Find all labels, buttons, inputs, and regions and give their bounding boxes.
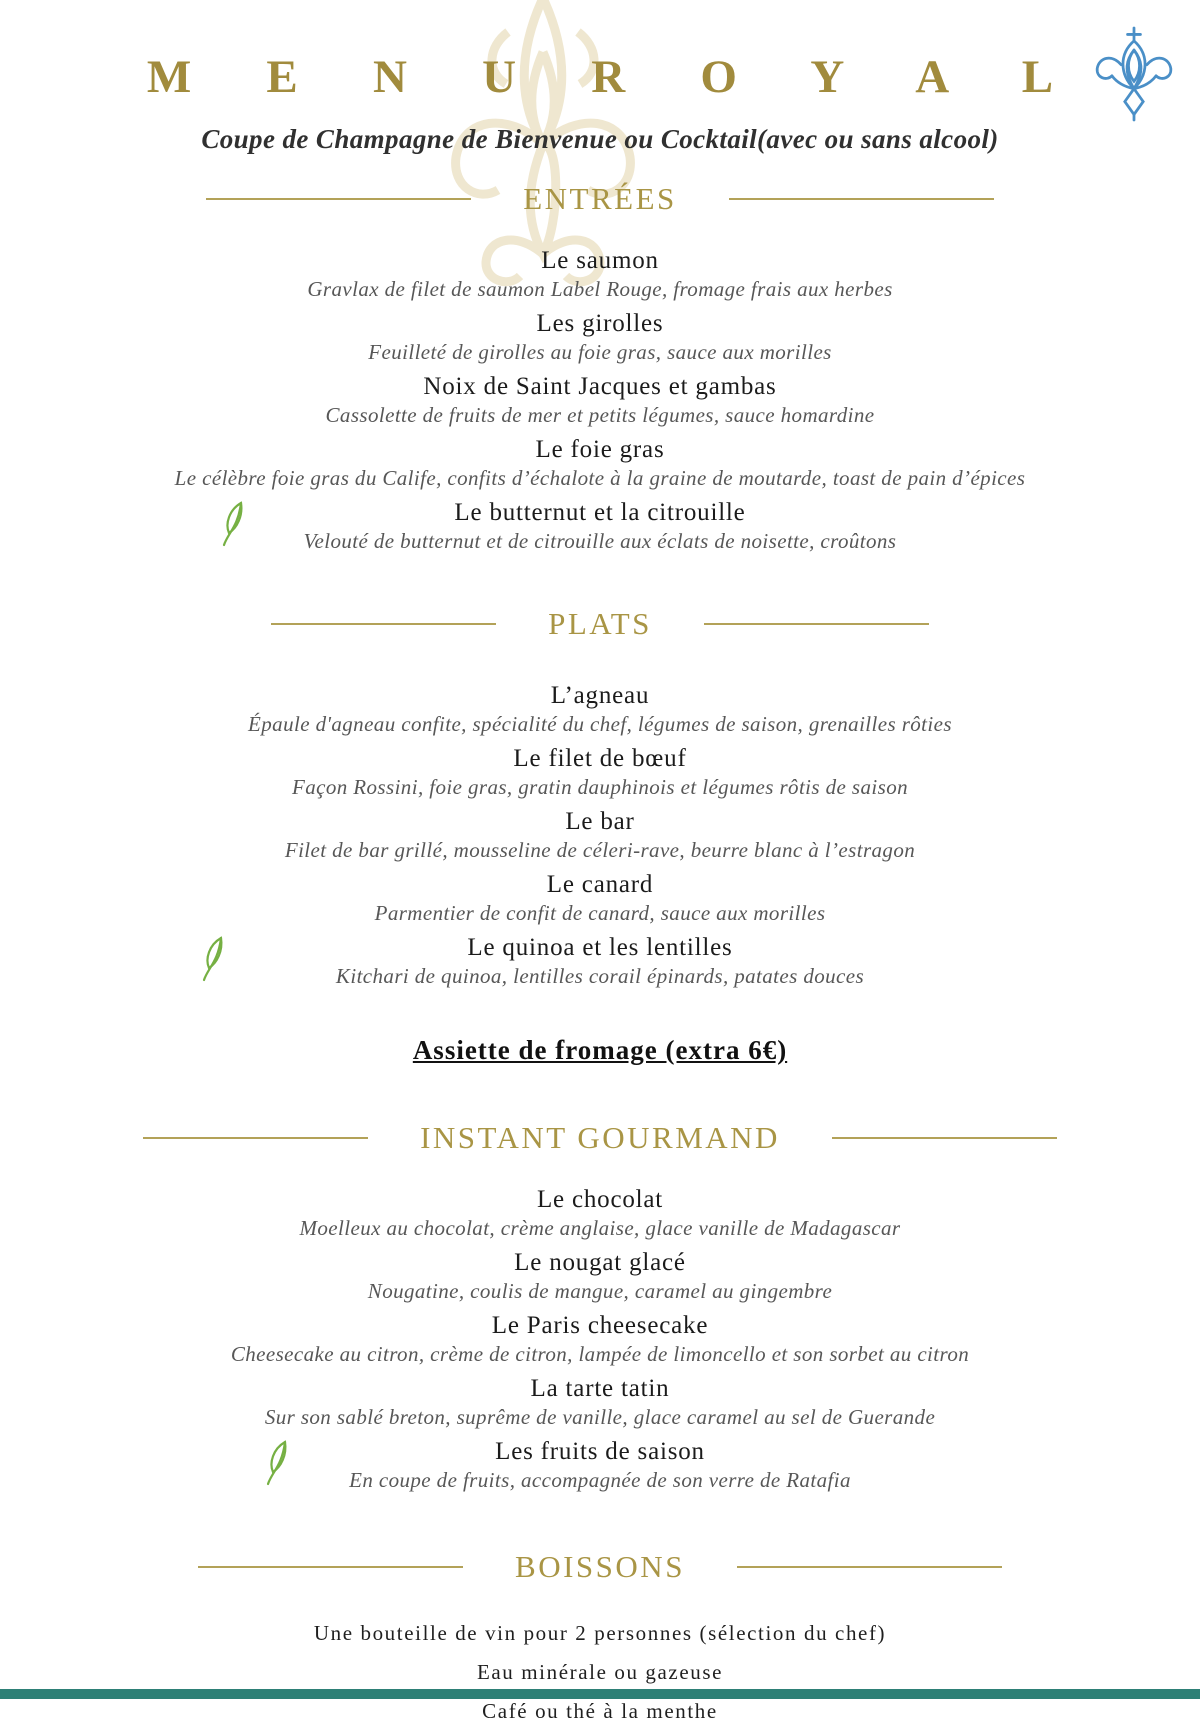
dish-name-text: Le bar bbox=[565, 808, 635, 835]
boissons-list bbox=[0, 1621, 1200, 1724]
dish-description: Parmentier de confit de canard, sauce aux morilles bbox=[374, 901, 826, 925]
dish-name bbox=[0, 1312, 1200, 1340]
gold-rule-right bbox=[704, 623, 929, 625]
dish-description: Kitchari de quinoa, lentilles corail épinards, patates douces bbox=[335, 964, 865, 988]
menu-item bbox=[0, 1312, 1200, 1367]
dish-name-text: La tarte tatin bbox=[530, 1375, 670, 1402]
dish-description: Velouté de butternut et de citrouille aux éclats de noisette, croûtons bbox=[303, 529, 897, 553]
dish-description: Le célèbre foie gras du Calife, confits d’échalote à la graine de moutarde, toast de pain d’épices bbox=[174, 466, 1026, 490]
dish-description: Sur son sablé breton, suprême de vanille, glace caramel au sel de Guerande bbox=[264, 1405, 936, 1429]
gold-rule-right bbox=[832, 1137, 1057, 1139]
dish-description: Cheesecake au citron, crème de citron, lampée de limoncello et son sorbet au citron bbox=[230, 1342, 970, 1366]
dish-description: Feuilleté de girolles au foie gras, sauce aux morilles bbox=[368, 340, 832, 364]
menu-item bbox=[0, 745, 1200, 800]
section-title: ENTRÉES bbox=[523, 181, 677, 216]
menu-item bbox=[0, 808, 1200, 863]
dish-name bbox=[0, 436, 1200, 464]
dish-name bbox=[0, 1375, 1200, 1403]
dish-name-text: Les girolles bbox=[536, 310, 664, 337]
menu-item bbox=[0, 934, 1200, 989]
menu-item bbox=[0, 310, 1200, 365]
dish-name bbox=[0, 682, 1200, 710]
menu-item bbox=[0, 1375, 1200, 1430]
menu-item bbox=[0, 1438, 1200, 1493]
section-heading-plats bbox=[0, 606, 1200, 642]
dish-name bbox=[0, 499, 1200, 527]
gold-rule-left bbox=[271, 623, 496, 625]
dish-name bbox=[0, 934, 1200, 962]
dish-name bbox=[0, 373, 1200, 401]
menu-item bbox=[0, 1186, 1200, 1241]
gourmand-list bbox=[0, 1186, 1200, 1493]
gold-rule-left bbox=[206, 198, 471, 200]
dish-name bbox=[0, 310, 1200, 338]
dish-name bbox=[0, 1438, 1200, 1466]
dish-name bbox=[0, 871, 1200, 899]
section-title: INSTANT GOURMAND bbox=[420, 1120, 780, 1155]
menu-item bbox=[0, 436, 1200, 491]
drink-line: Café ou thé à la menthe bbox=[482, 1699, 718, 1723]
dish-name bbox=[0, 1186, 1200, 1214]
dish-description: Moelleux au chocolat, crème anglaise, glace vanille de Madagascar bbox=[299, 1216, 901, 1240]
dish-name-text: Noix de Saint Jacques et gambas bbox=[423, 373, 777, 400]
dish-description: En coupe de fruits, accompagnée de son verre de Ratafia bbox=[349, 1468, 851, 1492]
dish-name-text: Le canard bbox=[546, 871, 654, 898]
section-title: BOISSONS bbox=[515, 1549, 685, 1584]
vegetarian-leaf-icon bbox=[198, 932, 228, 982]
dish-name-text: Le foie gras bbox=[535, 436, 665, 463]
dish-name-text: Le nougat glacé bbox=[514, 1249, 686, 1276]
drink-line: Une bouteille de vin pour 2 personnes (sélection du chef) bbox=[313, 1621, 887, 1645]
page-title: M E N U R O Y A L bbox=[146, 51, 1072, 103]
menu-item bbox=[0, 247, 1200, 302]
dish-name-text: Le Paris cheesecake bbox=[491, 1312, 709, 1339]
blue-arabesque-ornament-icon bbox=[1088, 26, 1180, 122]
menu-item bbox=[0, 1249, 1200, 1304]
section-heading-gourmand bbox=[0, 1120, 1200, 1156]
dish-description: Nougatine, coulis de mangue, caramel au gingembre bbox=[367, 1279, 833, 1303]
dish-description: Gravlax de filet de saumon Label Rouge, fromage frais aux herbes bbox=[307, 277, 893, 301]
entrees-list bbox=[0, 247, 1200, 554]
dish-name-text: Le chocolat bbox=[536, 1186, 664, 1213]
dish-name-text: Le filet de bœuf bbox=[513, 745, 687, 772]
dish-name bbox=[0, 1249, 1200, 1277]
footer-accent-bar bbox=[0, 1689, 1200, 1699]
gold-rule-right bbox=[737, 1566, 1002, 1568]
cheese-supplement-line: Assiette de fromage (extra 6€) bbox=[412, 1035, 788, 1065]
dish-description: Cassolette de fruits de mer et petits légumes, sauce homardine bbox=[325, 403, 875, 427]
dish-name-text: Les fruits de saison bbox=[495, 1438, 705, 1465]
drink-line: Eau minérale ou gazeuse bbox=[476, 1660, 724, 1684]
menu-item bbox=[0, 499, 1200, 554]
dish-name-text: Le butternut et la citrouille bbox=[454, 499, 746, 526]
dish-name-text: L’agneau bbox=[550, 682, 650, 709]
section-heading-boissons bbox=[0, 1549, 1200, 1585]
plats-list bbox=[0, 682, 1200, 989]
dish-name-text: Le quinoa et les lentilles bbox=[467, 934, 733, 961]
gold-rule-right bbox=[729, 198, 994, 200]
dish-name-text: Le saumon bbox=[541, 247, 659, 274]
dish-name bbox=[0, 247, 1200, 275]
menu-item bbox=[0, 682, 1200, 737]
dish-name bbox=[0, 808, 1200, 836]
dish-description: Filet de bar grillé, mousseline de céleri-rave, beurre blanc à l’estragon bbox=[284, 838, 916, 862]
dish-name bbox=[0, 745, 1200, 773]
dish-description: Épaule d'agneau confite, spécialité du chef, légumes de saison, grenailles rôties bbox=[248, 712, 952, 736]
menu-item bbox=[0, 373, 1200, 428]
welcome-drink-line: Coupe de Champagne de Bienvenue ou Cocktail(avec ou sans alcool) bbox=[201, 124, 999, 154]
menu-item bbox=[0, 871, 1200, 926]
gold-rule-left bbox=[198, 1566, 463, 1568]
section-title: PLATS bbox=[548, 606, 652, 641]
gold-rule-left bbox=[143, 1137, 368, 1139]
dish-description: Façon Rossini, foie gras, gratin dauphinois et légumes rôtis de saison bbox=[292, 775, 908, 799]
vegetarian-leaf-icon bbox=[218, 497, 248, 547]
vegetarian-leaf-icon bbox=[262, 1436, 292, 1486]
section-heading-entrees bbox=[0, 181, 1200, 217]
